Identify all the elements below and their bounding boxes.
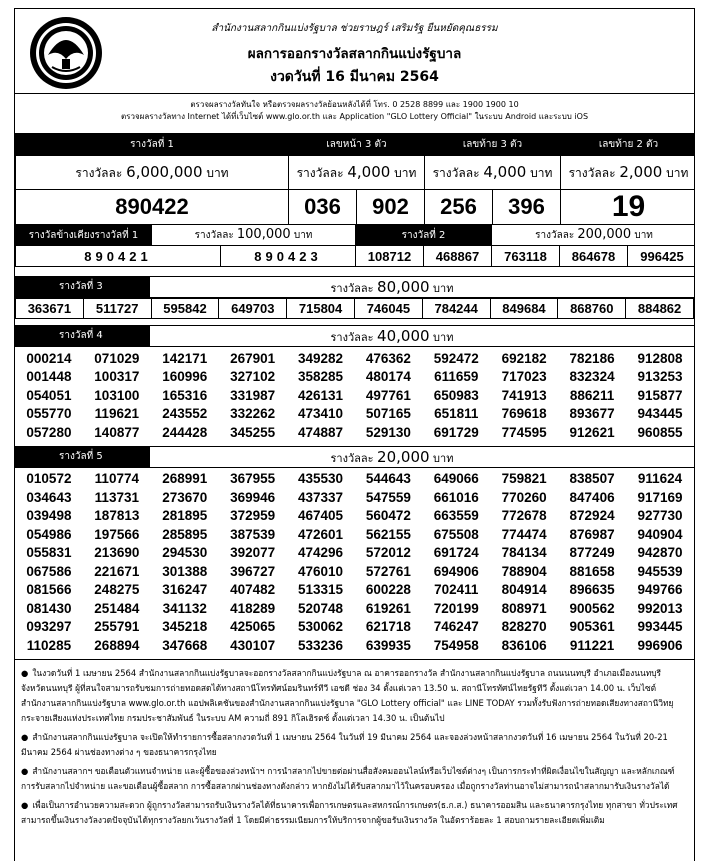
fifth-prize-number: 836106 — [501, 637, 547, 653]
grid-row — [15, 544, 694, 563]
fifth-prize-number: 430107 — [230, 637, 276, 653]
fifth-prize-label: รางวัลที่ 5 — [15, 447, 150, 467]
agency-slogan: สำนักงานสลากกินแบ่งรัฐบาล ช่วยราษฎร์ เสริมรัฐ ยืนหยัดคุณธรรม — [211, 23, 498, 34]
fifth-prize-number: 396727 — [230, 563, 276, 579]
fourth-prize-number: 832324 — [569, 369, 615, 385]
fifth-prize-number: 425065 — [230, 619, 276, 635]
fourth-prize-number: 244428 — [162, 424, 208, 440]
fifth-prize-number: 759821 — [501, 471, 547, 487]
fifth-prize-number: 039498 — [26, 508, 72, 524]
fifth-prize-number: 268991 — [162, 471, 208, 487]
page-title: ผลการออกรางวัลสลากกินแบ่งรัฐบาล — [247, 46, 462, 62]
fourth-prize-number: 886211 — [569, 387, 615, 403]
fifth-prize-number: 251484 — [94, 600, 140, 616]
bullet-icon: ● — [21, 667, 29, 678]
fourth-prize-number: 243552 — [162, 406, 208, 422]
fourth-prize-number: 267901 — [230, 350, 276, 366]
fifth-prize-number: 876987 — [569, 526, 615, 542]
fifth-prize-number: 520748 — [297, 600, 344, 616]
fifth-prize-number: 774474 — [501, 526, 547, 542]
last3-number: 256 — [425, 190, 493, 225]
fifth-prize-number: 691724 — [433, 545, 479, 561]
last2-number: 19 — [561, 190, 695, 225]
fifth-prize-number: 367955 — [230, 471, 276, 487]
fourth-prize-number: 160996 — [162, 369, 208, 385]
fifth-prize-number: 034643 — [26, 489, 72, 505]
fifth-prize-number: 942870 — [637, 545, 683, 561]
header — [15, 9, 694, 93]
fifth-prize-number: 093297 — [26, 619, 72, 635]
fifth-prize-number: 316247 — [162, 582, 208, 598]
fifth-prize-number: 285895 — [162, 526, 208, 542]
fourth-prize-number: 071029 — [94, 350, 140, 366]
fourth-prize-number: 358285 — [297, 369, 344, 385]
fifth-prize-number: 772678 — [501, 508, 547, 524]
fourth-prize-number: 529130 — [365, 424, 411, 440]
fifth-prize-number: 301388 — [162, 563, 208, 579]
near-prize-number: 890423 — [221, 246, 356, 267]
fourth-prize-number: 001448 — [26, 369, 72, 385]
note-item — [21, 666, 684, 726]
fifth-prize-number: 940904 — [637, 526, 683, 542]
last2-header: เลขท้าย 2 ตัว — [561, 134, 695, 156]
note-text: สำนักงานสลากฯ ขอเตือนตัวแทนจำหน่าย และผู้ซื้อของล่วงหน้าฯ การนำสลากไปขายต่อผ่านสื่อสังคมออนไลน์หรือเว็บไซต์ต่างๆ เป็นการกระทำที่ผิดเงื่อนไขในสัญญา และหลักเกณฑ์การรับสลากไปจำหน่าย และขอเตือนผู้ซื้อสลาก การซื้อสลากผ่านช่องทางดังกล่าว หากยังไม่ได้รับสลากมาไว้ในครอบครอง เมื่อถูกรางวัลท่านอาจไม่สามารถนำสลากมารับเงินรางวัลได้ — [21, 765, 675, 791]
fourth-prize-number: 782186 — [569, 350, 615, 366]
fifth-prize-number: 547559 — [365, 489, 411, 505]
lottery-result-sheet — [14, 8, 695, 861]
notes-section — [15, 659, 694, 828]
fifth-prize-number: 248275 — [94, 582, 140, 598]
fourth-prize-number: 912808 — [637, 350, 683, 366]
fifth-prize-reward: รางวัลละ 20,000 บาท — [330, 447, 454, 466]
fourth-prize-number: 142171 — [162, 350, 208, 366]
third-prize-bar — [15, 276, 694, 298]
fourth-prize-bar — [15, 325, 694, 347]
fifth-prize-number: 663559 — [433, 508, 479, 524]
grid-row — [15, 470, 694, 489]
fourth-prize-number: 103100 — [94, 387, 140, 403]
fifth-prize-number: 081430 — [26, 600, 72, 616]
fifth-prize-number: 435530 — [297, 471, 344, 487]
fifth-prize-number: 197566 — [94, 526, 140, 542]
near-prize-label: รางวัลข้างเคียงรางวัลที่ 1 — [16, 225, 152, 246]
fourth-prize-number: 474887 — [297, 424, 344, 440]
third-prize-number: 868760 — [558, 299, 626, 319]
fifth-prize-number: 055831 — [26, 545, 72, 561]
third-prize-grid — [15, 298, 694, 319]
fifth-prize-number: 917169 — [637, 489, 683, 505]
fifth-prize-number: 572761 — [365, 563, 411, 579]
last3-number: 396 — [493, 190, 561, 225]
near-prize-reward: รางวัลละ 100,000 บาท — [152, 225, 356, 246]
fifth-prize-number: 949766 — [637, 582, 683, 598]
fourth-prize-number: 913253 — [637, 369, 683, 385]
fifth-prize-number: 081566 — [26, 582, 72, 598]
fourth-prize-number: 426131 — [297, 387, 344, 403]
fifth-prize-number: 474296 — [297, 545, 344, 561]
fifth-prize-number: 675508 — [433, 526, 479, 542]
grid-row — [15, 581, 694, 600]
fifth-prize-bar — [15, 446, 694, 468]
first-prize-number: 890422 — [16, 190, 289, 225]
last3-reward: รางวัลละ 4,000 บาท — [425, 156, 561, 190]
grid-row — [15, 488, 694, 507]
grid-row — [15, 405, 694, 424]
bullet-icon: ● — [21, 731, 29, 742]
fifth-prize-number: 619261 — [365, 600, 411, 616]
spacer — [15, 267, 694, 276]
fourth-prize-label: รางวัลที่ 4 — [15, 326, 150, 346]
fourth-prize-number: 100317 — [94, 369, 140, 385]
fifth-prize-number: 369946 — [230, 489, 276, 505]
fifth-prize-number: 213690 — [94, 545, 140, 561]
fifth-prize-number: 702411 — [434, 582, 479, 598]
fifth-prize-number: 694906 — [433, 563, 479, 579]
fifth-prize-number: 804914 — [501, 582, 547, 598]
fifth-prize-number: 927730 — [637, 508, 683, 524]
fourth-prize-number: 912621 — [569, 424, 615, 440]
fifth-prize-number: 010572 — [26, 471, 72, 487]
fifth-prize-number: 905361 — [569, 619, 615, 635]
third-prize-number: 715804 — [287, 299, 355, 319]
second-prize-number: 996425 — [628, 246, 696, 267]
grid-row — [15, 349, 694, 368]
fourth-prize-number: 893677 — [569, 406, 615, 422]
fourth-prize-number: 592472 — [433, 350, 479, 366]
fifth-prize-number: 945539 — [637, 563, 683, 579]
third-prize-number: 511727 — [83, 299, 151, 319]
fourth-prize-number: 651811 — [434, 406, 479, 422]
fifth-prize-number: 187813 — [94, 508, 140, 524]
second-prize-number: 864678 — [560, 246, 628, 267]
fourth-prize-number: 000214 — [26, 350, 72, 366]
fifth-prize-number: 572012 — [365, 545, 411, 561]
fifth-prize-number: 437337 — [297, 489, 344, 505]
fifth-prize-number: 345218 — [162, 619, 208, 635]
fifth-prize-number: 268894 — [94, 637, 140, 653]
note-text: สำนักงานสลากกินแบ่งรัฐบาล จะเปิดให้ทำรายการซื้อสลากงวดวันที่ 1 เมษายน 2564 ในวันที่ 19 มีนาคม 2564 และจองล่วงหน้าสลากงวดวันที่ 16 เมษายน 2564 ในวันที่ 20-21 มีนาคม 2564 ผ่านช่องทางต่าง ๆ ของธนาคารกรุงไทย — [21, 731, 668, 757]
fourth-prize-number: 960855 — [637, 424, 683, 440]
fifth-prize-number: 407482 — [230, 582, 276, 598]
fourth-prize-number: 717023 — [501, 369, 547, 385]
fourth-prize-number: 691729 — [433, 424, 479, 440]
fifth-prize-number: 472601 — [297, 526, 344, 542]
grid-row — [15, 618, 694, 637]
last3-header: เลขท้าย 3 ตัว — [425, 134, 561, 156]
grid-row — [15, 507, 694, 526]
second-prize-number: 468867 — [424, 246, 492, 267]
info-box — [15, 93, 694, 133]
fifth-prize-number: 896635 — [569, 582, 615, 598]
fourth-prize-number: 055770 — [26, 406, 72, 422]
fifth-prize-grid — [15, 470, 694, 655]
second-prize-label: รางวัลที่ 2 — [356, 225, 492, 246]
third-prize-number: 746045 — [354, 299, 422, 319]
third-prize-label: รางวัลที่ 3 — [15, 277, 150, 297]
fifth-prize-number: 513315 — [297, 582, 344, 598]
bullet-icon: ● — [21, 799, 29, 810]
fifth-prize-number: 828270 — [501, 619, 547, 635]
grid-row — [15, 368, 694, 387]
fifth-prize-number: 639935 — [365, 637, 411, 653]
fifth-prize-number: 113731 — [94, 489, 139, 505]
fourth-prize-number: 331987 — [230, 387, 276, 403]
fifth-prize-number: 544643 — [365, 471, 411, 487]
fifth-prize-number: 418289 — [230, 600, 276, 616]
fourth-prize-reward: รางวัลละ 40,000 บาท — [330, 327, 454, 345]
fifth-prize-number: 067586 — [26, 563, 72, 579]
fifth-prize-number: 530062 — [297, 619, 344, 635]
grid-row — [15, 386, 694, 405]
fifth-prize-number: 784134 — [501, 545, 547, 561]
fifth-prize-number: 273670 — [162, 489, 208, 505]
fifth-prize-number: 649066 — [433, 471, 479, 487]
fourth-prize-number: 915877 — [637, 387, 683, 403]
fifth-prize-number: 560472 — [365, 508, 411, 524]
fourth-prize-number: 473410 — [297, 406, 344, 422]
fifth-prize-number: 808971 — [501, 600, 547, 616]
grid-row — [15, 636, 694, 655]
fourth-prize-number: 692182 — [501, 350, 547, 366]
fifth-prize-number: 911221 — [569, 637, 615, 653]
fifth-prize-number: 996906 — [637, 637, 683, 653]
fifth-prize-number: 754958 — [433, 637, 479, 653]
fourth-prize-number: 119621 — [94, 406, 139, 422]
fourth-prize-number: 611659 — [434, 369, 479, 385]
fourth-prize-number: 774595 — [501, 424, 547, 440]
fifth-prize-number: 281895 — [162, 508, 208, 524]
fourth-prize-number: 507165 — [365, 406, 411, 422]
fifth-prize-number: 110774 — [94, 471, 139, 487]
third-prize-number: 849684 — [490, 299, 558, 319]
near-prize-number: 890421 — [16, 246, 221, 267]
fourth-prize-number: 943445 — [637, 406, 683, 422]
fourth-prize-number: 165316 — [162, 387, 208, 403]
fifth-prize-number: 110285 — [26, 637, 72, 653]
fourth-prize-number: 650983 — [433, 387, 479, 403]
fifth-prize-number: 661016 — [433, 489, 479, 505]
fifth-prize-number: 900562 — [569, 600, 615, 616]
fifth-prize-number: 621718 — [365, 619, 411, 635]
second-prize-number: 108712 — [356, 246, 424, 267]
fifth-prize-number: 746247 — [433, 619, 479, 635]
fifth-prize-number: 221671 — [94, 563, 140, 579]
fourth-prize-number: 057280 — [26, 424, 72, 440]
fourth-prize-number: 480174 — [365, 369, 411, 385]
fifth-prize-number: 881658 — [569, 563, 615, 579]
draw-date: งวดวันที่ 16 มีนาคม 2564 — [270, 69, 439, 85]
front3-reward: รางวัลละ 4,000 บาท — [289, 156, 425, 190]
third-prize-reward: รางวัลละ 80,000 บาท — [330, 278, 454, 296]
fifth-prize-number: 533236 — [297, 637, 344, 653]
note-item — [21, 798, 684, 828]
note-text: เพื่อเป็นการอำนวยความสะดวก ผู้ถูกรางวัลสามารถรับเงินรางวัลได้ที่ธนาคารเพื่อการเกษตรและสหกรณ์การเกษตร(ธ.ก.ส.) ธนาคารออมสิน และธนาคารกรุงไทย ทุกสาขา ทั่วประเทศ สามารถขึ้นเงินรางวัลงวดปัจจุบันได้ทุกรางวัลยกเว้นรางวัลที่ 1 โดยมีค่าธรรมเนียมการให้บริการจากผู้ขอรับเงินรางวัล ในอัตราร้อยละ 1 สอบถามรายละเอียดเพิ่มเติม — [21, 799, 678, 825]
fifth-prize-number: 600228 — [365, 582, 411, 598]
second-prize-number: 763118 — [492, 246, 560, 267]
fourth-prize-number: 349282 — [297, 350, 344, 366]
first-prize-reward: รางวัลละ 6,000,000 บาท — [16, 156, 289, 190]
grid-row — [15, 562, 694, 581]
fourth-prize-number: 345255 — [230, 424, 276, 440]
fourth-prize-number: 327102 — [230, 369, 276, 385]
third-prize-number: 595842 — [151, 299, 219, 319]
bullet-icon: ● — [21, 765, 29, 776]
front3-header: เลขหน้า 3 ตัว — [289, 134, 425, 156]
fifth-prize-number: 838507 — [569, 471, 615, 487]
third-prize-number: 784244 — [422, 299, 490, 319]
fifth-prize-number: 341132 — [162, 600, 207, 616]
fourth-prize-number: 332262 — [230, 406, 276, 422]
near-and-second-table — [15, 224, 695, 267]
fifth-prize-number: 467405 — [297, 508, 344, 524]
fifth-prize-number: 720199 — [433, 600, 479, 616]
main-prizes-table — [15, 133, 695, 225]
fifth-prize-number: 387539 — [230, 526, 276, 542]
fourth-prize-number: 769618 — [501, 406, 547, 422]
front3-number: 902 — [357, 190, 425, 225]
grid-row — [15, 423, 694, 442]
note-item — [21, 764, 684, 794]
fifth-prize-number: 392077 — [230, 545, 276, 561]
third-prize-number: 363671 — [16, 299, 84, 319]
fourth-prize-number: 476362 — [365, 350, 411, 366]
first-prize-header: รางวัลที่ 1 — [16, 134, 289, 156]
fourth-prize-number: 140877 — [94, 424, 140, 440]
second-prize-reward: รางวัลละ 200,000 บาท — [492, 225, 696, 246]
third-prize-number: 649703 — [219, 299, 287, 319]
fifth-prize-number: 476010 — [297, 563, 344, 579]
fourth-prize-grid — [15, 349, 694, 442]
fourth-prize-number: 054051 — [26, 387, 72, 403]
note-text: ในงวดวันที่ 1 เมษายน 2564 สำนักงานสลากกินแบ่งรัฐบาลจะออกรางวัลสลากกินแบ่งรัฐบาล ณ อาคารออกรางวัล สำนักงานสลากกินแบ่งรัฐบาล ถนนนนทบุรี อำเภอเมืองนนทบุรี จังหวัดนนทบุรี ผู้ที่สนใจสามารถรับชมการถ่ายทอดสดได้ทางสถานีโทรทัศน์อมรินทร์ทีวี เอชดี ช่อง 34 ตั้งแต่เวลา 13.50 น. สถานีโทรทัศน์ไทยรัฐทีวี ตั้งแต่เวลา 14.00 น. เว็บไซต์สำนักงานสลากกินแบ่งรัฐบาล www.glo.or.th แอปพลิเคชันของสำนักงานสลากกินแบ่งรัฐบาล "GLO Lottery official" และ LINE TODAY รวมทั้งรับฟังการถ่ายทอดเสียงทางสถานีวิทยุกระจายเสียงแห่งประเทศไทย กรมประชาสัมพันธ์ ในระบบ AM ความถี่ 891 กิโลเฮิรตซ์ ตั้งแต่เวลา 14.30 น. เป็นต้นไป — [21, 667, 674, 723]
fifth-prize-number: 788904 — [501, 563, 547, 579]
fourth-prize-number: 497761 — [365, 387, 411, 403]
fifth-prize-number: 872924 — [569, 508, 615, 524]
third-prize-number: 884862 — [626, 299, 694, 319]
fifth-prize-number: 562155 — [365, 526, 411, 542]
fourth-prize-number: 741913 — [501, 387, 547, 403]
grid-row — [15, 599, 694, 618]
fifth-prize-number: 911624 — [637, 471, 683, 487]
fifth-prize-number: 993445 — [637, 619, 683, 635]
fifth-prize-number: 877249 — [569, 545, 615, 561]
fifth-prize-number: 294530 — [162, 545, 208, 561]
grid-row — [15, 525, 694, 544]
front3-number: 036 — [289, 190, 357, 225]
fifth-prize-number: 255791 — [94, 619, 140, 635]
fifth-prize-number: 992013 — [637, 600, 683, 616]
fifth-prize-number: 770260 — [501, 489, 547, 505]
note-item — [21, 730, 684, 760]
fifth-prize-number: 347668 — [162, 637, 208, 653]
fifth-prize-number: 054986 — [26, 526, 72, 542]
fifth-prize-number: 847406 — [569, 489, 615, 505]
last2-reward: รางวัลละ 2,000 บาท — [561, 156, 695, 190]
fifth-prize-number: 372959 — [230, 508, 276, 524]
info-phone-line: ตรวจผลรางวัลทันใจ หรือตรวจผลรางวัลย้อนหลังได้ที่ โทร. 0 2528 8899 และ 1900 1900 10 — [190, 100, 519, 109]
info-internet-line: ตรวจผลรางวัลทาง Internet ได้ที่เว็บไซต์ www.glo.or.th และ Application "GLO Lottery Official" ในระบบ Android และระบบ iOS — [120, 112, 589, 121]
